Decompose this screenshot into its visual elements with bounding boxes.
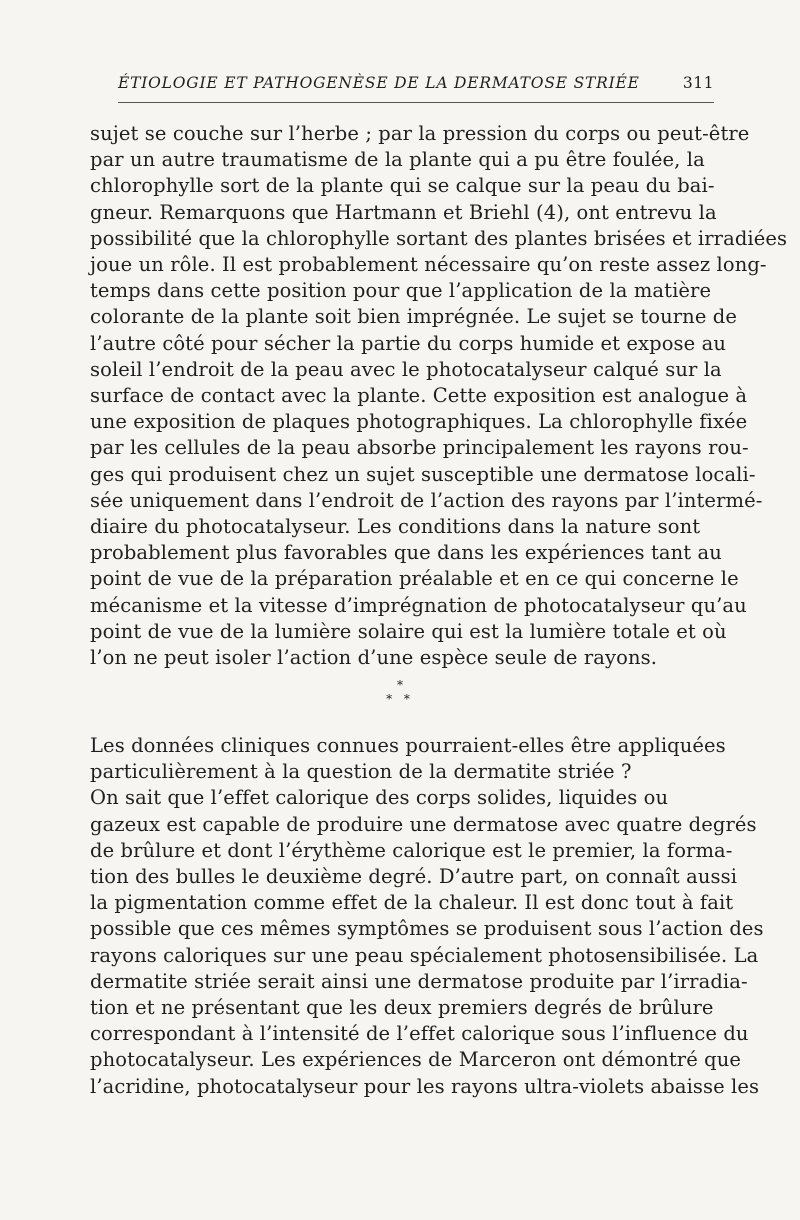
text-line: l’autre côté pour sécher la partie du corps humide et expose au [90, 331, 726, 355]
text-line: gneur. Remarquons que Hartmann et Briehl (4), ont entrevu la [90, 200, 717, 224]
separator-star-top: * [397, 678, 403, 692]
section-separator [380, 679, 420, 709]
page-header [118, 74, 714, 104]
text-line: correspondant à l’intensité de l’effet calorique sous l’influence du [90, 1022, 749, 1046]
text-line: Les données cliniques connues pourraient-elles être appliquées [90, 734, 726, 757]
text-line: particulièrement à la question de la dermatite striée ? [90, 760, 632, 784]
text-line: tion des bulles le deuxième degré. D’autre part, on connaît aussi [90, 865, 738, 889]
text-line: une exposition de plaques photographiques. La chlorophylle fixée [90, 410, 748, 434]
text-line: point de vue de la préparation préalable et en ce qui concerne le [90, 567, 739, 591]
separator-stars-bottom: * * [386, 692, 414, 706]
paragraph-2 [90, 733, 764, 1100]
text-line: par un autre traumatisme de la plante qui a pu être foulée, la [90, 148, 705, 172]
text-line: surface de contact avec la plante. Cette exposition est analogue à [90, 384, 748, 408]
text-line: photocatalyseur. Les expériences de Marceron ont démontré que [90, 1048, 742, 1072]
text-line: joue un rôle. Il est probablement nécessaire qu’on reste assez long- [90, 253, 767, 277]
text-line: diaire du photocatalyseur. Les conditions dans la nature sont [90, 515, 701, 539]
header-rule [118, 102, 714, 103]
text-line: par les cellules de la peau absorbe principalement les rayons rou- [90, 436, 749, 460]
text-line: l’acridine, photocatalyseur pour les rayons ultra-violets abaisse les [90, 1074, 760, 1098]
text-line: probablement plus favorables que dans les expériences tant au [90, 541, 722, 565]
text-line: On sait que l’effet calorique des corps solides, liquides ou [90, 786, 669, 810]
text-line: dermatite striée serait ainsi une dermatose produite par l’irradia- [90, 969, 748, 993]
running-title: ÉTIOLOGIE ET PATHOGENÈSE DE LA DERMATOSE STRIÉE [118, 74, 640, 92]
text-line: colorante de la plante soit bien imprégnée. Le sujet se tourne de [90, 305, 738, 329]
text-line: ges qui produisent chez un sujet susceptible une dermatose locali- [90, 462, 756, 486]
text-line: tion et ne présentant que les deux premiers degrés de brûlure [90, 996, 714, 1020]
text-line: de brûlure et dont l’érythème calorique est le premier, la forma- [90, 838, 733, 862]
text-line: gazeux est capable de produire une dermatose avec quatre degrés [90, 812, 757, 836]
text-line: mécanisme et la vitesse d’imprégnation de photocatalyseur qu’au [90, 593, 747, 617]
text-line: sée uniquement dans l’endroit de l’action des rayons par l’intermé- [90, 488, 763, 512]
text-line: possibilité que la chlorophylle sortant des plantes brisées et irradiées [90, 226, 788, 250]
text-line: possible que ces mêmes symptômes se produisent sous l’action des [90, 917, 764, 941]
text-line: soleil l’endroit de la peau avec le photocatalyseur calqué sur la [90, 357, 722, 381]
text-line: temps dans cette position pour que l’application de la matière [90, 279, 712, 303]
text-line: la pigmentation comme effet de la chaleur. Il est donc tout à fait [90, 891, 734, 915]
page-number: 311 [682, 74, 714, 92]
text-line: point de vue de la lumière solaire qui est la lumière totale et où [90, 619, 727, 643]
text-line: l’on ne peut isoler l’action d’une espèce seule de rayons. [90, 646, 658, 670]
text-line: chlorophylle sort de la plante qui se calque sur la peau du bai- [90, 174, 715, 198]
paragraph-1 [90, 121, 788, 671]
text-line: rayons caloriques sur une peau spécialement photosensibilisée. La [90, 943, 759, 967]
text-line: sujet se couche sur l’herbe ; par la pression du corps ou peut-être [90, 122, 750, 145]
